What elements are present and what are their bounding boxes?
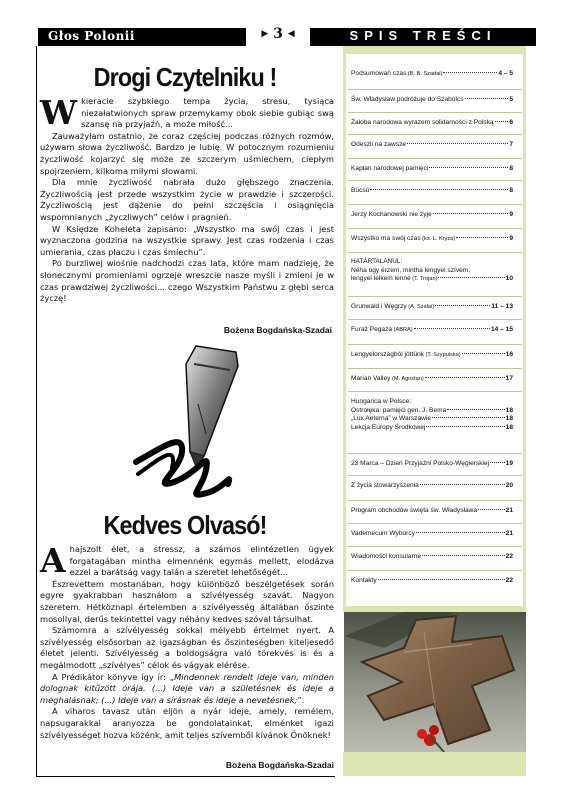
toc-entry-page: 5 <box>509 96 513 103</box>
article-hu-paragraph-5: A viharos tavasz után eljön a nyár ideje, amely, remélem, napsugarakkal aranyozza be gondolatainkat, elménket igazi szívélyességet hozva közénk, amit teljes szívemből kívánok Önöknek! <box>40 706 334 740</box>
toc-entry-author: (T. Szypulska) <box>423 352 461 358</box>
article-pl-signature: Bożena Bogdańska-Szadai <box>223 325 332 335</box>
toc-separator <box>348 180 522 181</box>
article-hu-title: Kedves Olvasó! <box>103 510 267 540</box>
article-hu-p1-text: hajszolt élet, a stressz, a számos elintézetlen ügyek forgatagában mintha elmennénk egymás mellett, elodázva ezzel a barátság vagy talán a szeretet lehetőségét... <box>69 544 334 578</box>
toc-entry[interactable] <box>351 507 513 516</box>
toc-entry-author: (ABRA) <box>392 327 413 333</box>
toc-leader-dots <box>435 305 490 306</box>
toc-entry-title: Marian Valley (M. Agostan) <box>351 375 424 382</box>
toc-entry-page: 18 <box>505 415 513 422</box>
toc-entry[interactable] <box>351 235 513 244</box>
magazine-name: Głos Polonii <box>48 29 135 43</box>
toc-entry-title: Grunwald i Węgrzy (A. Szalai) <box>351 303 435 310</box>
green-band <box>343 752 526 776</box>
toc-separator <box>348 228 522 229</box>
toc-entry-title: Św. Władysław podróżuje do Szabolcs <box>351 96 464 103</box>
toc-separator <box>348 546 522 547</box>
triangle-right-icon: ▶ <box>261 29 269 39</box>
toc-entry-title: Lekcja Europy Środkowej <box>351 423 426 431</box>
toc-entry-title: Lengyelországból jöttünk (T. Szypulska) <box>351 351 461 358</box>
toc-separator <box>348 523 522 524</box>
toc-entry-author: (A. Szalai) <box>406 304 435 310</box>
memorial-cross-photo <box>344 612 526 752</box>
toc-entry-title: Ostrołęka: pamięci gen. J. Bema <box>351 406 447 414</box>
toc-entry-author: (ks. L. Kryza) <box>420 236 456 242</box>
toc-separator <box>348 475 522 476</box>
toc-entry-page: 14 – 15 <box>491 326 513 333</box>
toc-leader-dots <box>433 213 509 214</box>
article-hu-body <box>40 541 334 741</box>
toc-separator <box>348 344 522 345</box>
toc-entry-title: Żałoba narodowa wyrazem solidarności z Polską <box>351 119 494 126</box>
page-header <box>0 0 566 48</box>
article-pl-paragraph-1 <box>40 93 334 132</box>
article-pl-paragraph-2: Zauważyłam ostatnio, że coraz częściej podczas różnych rozmów, używam słowa życzliwość. Bardzo je lubię. W potocznym rozumieniu życzliwość kojarzyć się może ze szczerym uśmiechem, ciepłym spojrzeniem, kilkoma miłymi słowami. <box>40 130 334 176</box>
toc-entry[interactable] <box>351 351 513 360</box>
toc-entry[interactable] <box>351 375 513 384</box>
toc-leader-dots <box>429 167 508 168</box>
toc-separator <box>348 319 522 320</box>
toc-entry[interactable] <box>351 303 513 312</box>
toc-entry-page: 10 <box>505 275 513 282</box>
toc-entry-page: 4 – 5 <box>498 70 513 77</box>
toc-leader-dots <box>426 426 504 427</box>
toc-entry-title: Vademecum Wyborcy <box>351 530 415 537</box>
toc-separator <box>348 368 522 369</box>
toc-entry[interactable] <box>351 577 513 586</box>
toc-leader-dots <box>465 98 509 99</box>
toc-leader-dots <box>425 377 505 378</box>
fountain-pen-illustration <box>124 344 274 506</box>
page-number-value: 3 <box>273 26 283 42</box>
toc-leader-dots <box>407 143 508 144</box>
toc-entry-title: Kapłan narodowej pamięci <box>351 165 429 172</box>
toc-entry-page: 18 <box>505 406 513 414</box>
article-hu-paragraph-2: Észrevettem mostanában, hogy különböző beszélgetések során egyre gyakrabban használom a szívélyesség szavát. Nagyon szeretem. Hétköznapi értelemben a szívélyesség általában őszinte mosollyal, derűs tekintettel vagy néhány kedves szóval társulhat. <box>40 578 334 624</box>
toc-leader-dots <box>422 555 505 556</box>
toc-entry-page: 7 <box>509 141 513 148</box>
toc-separator <box>348 112 522 113</box>
toc-entry-title: lengyel lelkem lenne (T. Trojan) <box>351 275 438 282</box>
article-hu-signature: Bożena Bogdańska-Szadai <box>225 760 334 770</box>
toc-entry-page: 17 <box>505 375 513 382</box>
toc-entry-author: (M. Agostan) <box>390 376 424 382</box>
toc-entry-page: 20 <box>505 482 513 489</box>
toc-entry[interactable] <box>351 258 513 284</box>
toc-entry-page: 6 <box>509 119 513 126</box>
section-title: SPIS TREŚCI <box>349 28 497 43</box>
toc-entry-author: (B. B. Szadai) <box>406 71 443 77</box>
toc-leader-dots <box>456 237 508 238</box>
triangle-left-icon: ◀ <box>287 29 295 39</box>
toc-separator <box>348 391 522 392</box>
toc-entry-title: Wiadomości konsularne <box>351 553 421 560</box>
toc-entry-line: Néha úgy érzem, mintha lengyel szívem, <box>351 266 471 274</box>
toc-entry[interactable] <box>351 165 513 174</box>
toc-leader-dots <box>495 121 509 122</box>
quote-lead: A Prédikátor könyve így ír: „ <box>52 671 175 682</box>
quote-text: Mindennek rendelt ideje van, minden dolognak kitűzött órája. (...) Ideje van a születésnek és ideje a meghalásnak; (...) Ideje van a sírásnak és ideje a nevetésnek; <box>40 671 334 705</box>
toc-separator <box>348 453 522 454</box>
toc-entry[interactable] <box>351 187 513 196</box>
toc-separator <box>348 89 522 90</box>
toc-entry-page: 8 <box>509 165 513 172</box>
toc-entry[interactable] <box>351 460 513 469</box>
toc-leader-dots <box>438 277 504 278</box>
toc-entry[interactable] <box>351 96 513 105</box>
toc-entry[interactable] <box>351 398 513 432</box>
toc-entry-page: 8 <box>509 187 513 194</box>
toc-entry-page: 19 <box>505 460 513 467</box>
toc-entry-page: 22 <box>505 577 513 584</box>
toc-leader-dots <box>462 353 505 354</box>
toc-entry[interactable] <box>351 482 513 491</box>
toc-entry-page: 9 <box>509 235 513 242</box>
toc-entry-heading: Hungarica w Polsce: <box>351 398 412 405</box>
toc-leader-dots <box>447 409 504 410</box>
toc-separator <box>348 500 522 501</box>
toc-entry-author: (T. Trojan) <box>410 276 438 282</box>
quote-end: ”. <box>297 694 305 705</box>
toc-leader-dots <box>432 417 505 418</box>
toc-entry[interactable] <box>351 70 513 79</box>
toc-entry-title: „Lux Aeterna” w Warszawie <box>351 415 432 422</box>
toc-leader-dots <box>490 462 505 463</box>
toc-entry[interactable] <box>351 141 513 150</box>
toc-entry[interactable] <box>351 211 513 220</box>
toc-entry-page: 16 <box>505 351 513 358</box>
article-pl-paragraph-4: W Księdze Koheleta zapisano: „Wszystko ma swój czas i jest wyznaczona godzina na wszystkie sprawy. Jest czas rodzenia i czas umierania, czas płaczu i czas śmiechu”. <box>40 223 334 257</box>
toc-entry[interactable] <box>351 553 513 562</box>
toc-entry-page: 9 <box>509 211 513 218</box>
toc-entry-page: 18 <box>505 423 513 431</box>
toc-leader-dots <box>420 484 505 485</box>
toc-entry[interactable] <box>351 326 513 335</box>
toc-leader-dots <box>378 579 505 580</box>
toc-separator <box>348 134 522 135</box>
toc-separator <box>348 158 522 159</box>
toc-entry-title: Z życia stowarzyszenia <box>351 482 419 489</box>
toc-leader-dots <box>478 509 505 510</box>
toc-entry-title: Program obchodów święta św. Władysława <box>351 507 478 514</box>
page-number <box>252 26 304 42</box>
toc-separator <box>348 296 522 297</box>
toc-separator <box>348 570 522 571</box>
toc-leader-dots <box>443 72 497 73</box>
article-pl-paragraph-5: Po burzliwej wiośnie nadchodzi czas lata, które mam nadzieję, że słonecznymi promieniami ogrzeje wreszcie nasze myśli i zmieni je w czas prawdziwej życzliwości... czego Wszystkim Państwu z głębi serca życzę! <box>40 258 334 304</box>
article-hu-paragraph-1 <box>40 541 334 580</box>
toc-entry-title: Furaż Pegaza (ABRA) <box>351 326 413 333</box>
toc-entry-page: 11 – 13 <box>491 303 513 310</box>
dropcap: A <box>40 541 66 580</box>
toc-entry-heading: HATÁRTALANUL: <box>351 258 403 265</box>
article-hu-paragraph-4 <box>40 672 334 707</box>
toc-entry-title: Búcsú <box>351 187 370 194</box>
toc-separator <box>348 204 522 205</box>
toc-entry[interactable] <box>351 530 513 539</box>
article-pl-body <box>40 93 334 305</box>
toc-entry[interactable] <box>351 119 513 128</box>
toc-entry-title: Jerzy Kochanowski nie żyje <box>351 211 432 218</box>
toc-entry-page: 21 <box>505 530 513 537</box>
toc-leader-dots <box>416 532 505 533</box>
article-hu-paragraph-3: Számomra a szívélyesség sokkal mélyebb értelmet nyert. A szívélyesség elsősorban az igazságban és őszinteségben kiteljesedő életet jelenti. Szívélyesség a boldogságra való törekvés is és a megálmodott „szívélyes” célok és vágyak elérése. <box>40 625 334 670</box>
article-pl-p1-text: kieracie szybkiego tempa życia, stresu, tysiąca niezałatwionych spraw przemykamy obok siebie gubiąc swą szansę na przyjaźń, a może miłość... <box>81 96 334 130</box>
dropcap: W <box>40 93 78 132</box>
toc-entry-title: Wszystko ma swój czas (ks. L. Kryza) <box>351 235 456 242</box>
toc-separator <box>348 252 522 253</box>
toc-entry-title: Kontakty <box>351 577 377 584</box>
toc-entry-title: 23 Marca – Dzień Przyjaźni Polsko-Węgierskiej <box>351 460 490 467</box>
article-pl-paragraph-3: Dla mnie życzliwość nabrała dużo głębszego znaczenia. Życzliwością jest przede wszystkim życie w prawdzie i szczerości. Życzliwością jest dążenie do pełni szczęścia i osiągnięcia wspomnianych „życzliwych” celów i pragnień. <box>40 177 334 222</box>
toc-entry-title: Odeszli na zawsze <box>351 141 406 148</box>
toc-entry-page: 21 <box>505 507 513 514</box>
toc-leader-dots <box>414 328 490 329</box>
toc-leader-dots <box>370 189 508 190</box>
toc-entry-title: Podsumowań czas (B. B. Szadai) <box>351 70 443 77</box>
toc-entry-page: 22 <box>505 553 513 560</box>
article-pl-title: Drogi Czytelniku ! <box>93 62 277 92</box>
